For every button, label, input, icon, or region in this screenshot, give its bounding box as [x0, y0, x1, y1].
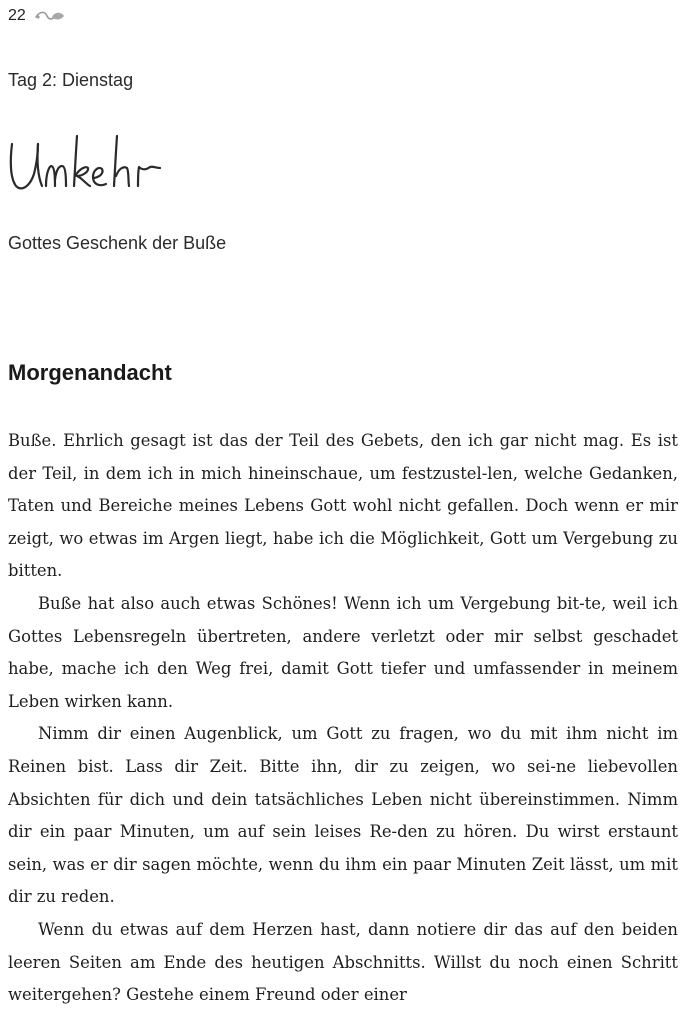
- chapter-subtitle: Gottes Geschenk der Buße: [8, 233, 227, 253]
- body-paragraph: Buße. Ehrlich gesagt ist das der Teil des Gebets, den ich gar nicht mag. Es ist der Teil, in dem ich in mich hineinschaue, um festzustel-len, welche Gedanken, Taten und Bereiche meines Lebens Gott wohl nicht gefallen. Doch wenn er mir zeigt, wo etwas im Argen liegt, habe ich die Möglichkeit, Gott um Vergebung zu bitten.: [8, 431, 678, 581]
- page-header: [8, 4, 66, 28]
- section-heading: Morgenandacht: [8, 360, 172, 385]
- leaf-swirl-ornament-icon: [34, 8, 66, 24]
- body-paragraph: Wenn du etwas auf dem Herzen hast, dann notiere dir das auf den beiden leeren Seiten am Ende des heutigen Abschnitts. Willst du noch einen Schritt weitergehen? Gestehe einem Freund oder einer: [8, 919, 678, 1005]
- body-paragraph: Nimm dir einen Augenblick, um Gott zu fragen, wo du mit ihm nicht im Reinen bist. Lass dir Zeit. Bitte ihn, dir zu zeigen, wo sei-ne liebevollen Absichten für dich und dein tatsächliches Leben nicht übereinstimmen. Nimm dir ein paar Minuten, um auf sein leises Re-den zu hören. Du wirst erstaunt sein, was er dir sagen möchte, wenn du ihm ein paar Minuten Zeit lässt, um mit dir zu reden.: [8, 724, 678, 907]
- devotional-body-text: [8, 425, 678, 1012]
- day-label: Tag 2: Dienstag: [8, 70, 134, 90]
- chapter-title-script: [4, 130, 194, 210]
- body-paragraph: Buße hat also auch etwas Schönes! Wenn ich um Vergebung bit-te, weil ich Gottes Lebensregeln übertreten, andere verletzt oder mir selbst geschadet habe, mache ich den Weg frei, damit Gott tiefer und umfassender in meinem Leben wirken kann.: [8, 593, 678, 711]
- page-number: 22: [8, 7, 26, 24]
